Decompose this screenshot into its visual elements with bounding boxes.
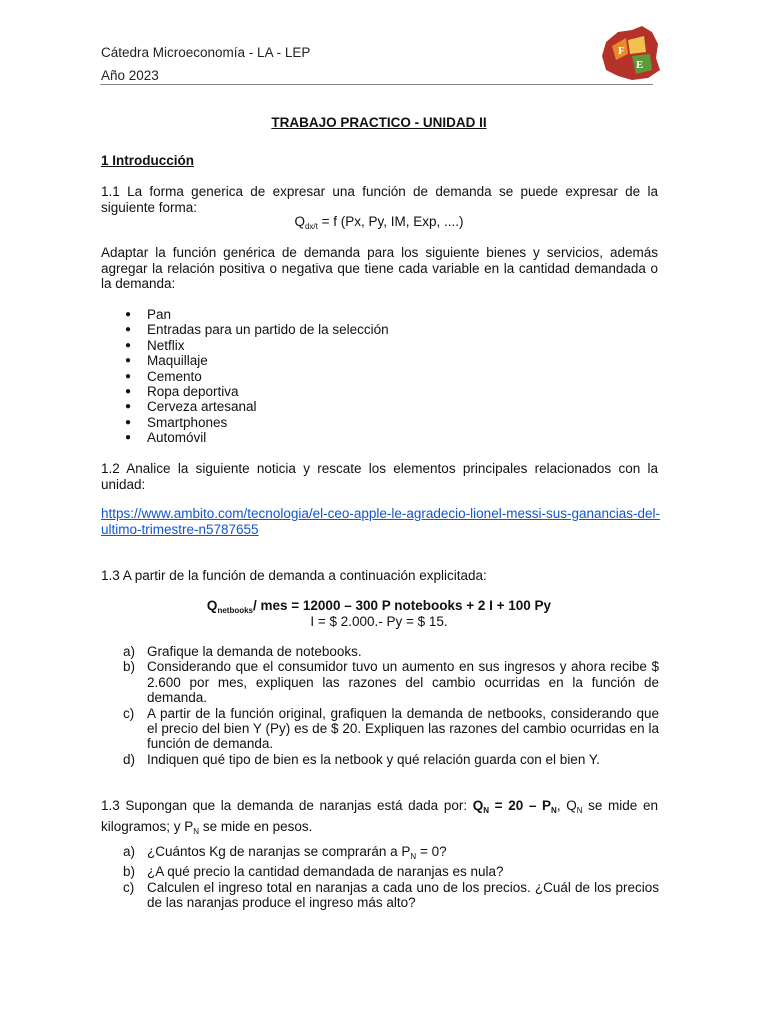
list-item-subscript: N (410, 852, 417, 861)
formula-sub: dx/t (304, 222, 318, 231)
list-item: ● Maquillaje (125, 353, 389, 368)
oranges-formula-sub: N (483, 806, 490, 815)
paragraph-1-2: 1.2 Analice la siguiente noticia y rescate los elementos principales relacionados con la unidad: (101, 461, 658, 492)
list-item (123, 706, 659, 752)
header-divider (100, 84, 653, 85)
list-item-label: b) (123, 864, 136, 880)
formula2-sub: netbooks (217, 606, 253, 615)
list-item (123, 659, 659, 705)
news-link[interactable]: https://www.ambito.com/tecnologia/el-ceo-apple-le-agradecio-lionel-messi-sus-ganancias-del-ultimo-trimestre-n5787655 (101, 506, 661, 537)
svg-text:F: F (618, 45, 625, 57)
oranges-formula (473, 798, 557, 813)
list-item-label: c) (123, 705, 135, 721)
paragraph-1-3: 1.3 A partir de la función de demanda a continuación explicitada: (101, 568, 487, 583)
header-year: Año 2023 (101, 68, 159, 83)
paragraph-1-1: 1.1 La forma generica de expresar una función de demanda se puede expresar de la siguiente forma: (101, 184, 658, 215)
list-item-text: Indiquen qué tipo de bien es la netbook y qué relación guarda con el bien Y. (147, 751, 600, 767)
demand-formula (0, 214, 758, 231)
svg-text:E: E (636, 59, 644, 71)
paragraph-oranges (101, 798, 658, 839)
list-item: ● Cemento (125, 369, 389, 384)
list-item-label: d) (123, 751, 136, 767)
list-item-text: Considerando que el consumidor tuvo un aumento en sus ingresos y ahora recibe $ 2.600 por mes, expliquen las razones del cambio ocurridas en la función de demanda. (147, 659, 659, 706)
goods-list (125, 307, 389, 446)
list-item: ● Entradas para un partido de la selección (125, 322, 389, 337)
list-item-label: a) (123, 644, 136, 659)
list-item-text: ¿A qué precio la cantidad demandada de naranjas es nula? (147, 864, 504, 880)
list-item-text: A partir de la función original, grafiquen la demanda de netbooks, considerando que el precio del bien Y (Py) es de $ 20. Expliquen las razones del cambio ocurridas en la función de demanda. (147, 705, 659, 752)
list-item: ● Pan (125, 307, 389, 322)
list-item: ● Automóvil (125, 430, 389, 445)
list-item: ● Netflix (125, 338, 389, 353)
list-item-label: b) (123, 659, 136, 675)
list-item: ● Smartphones (125, 415, 389, 430)
oranges-formula-q: Q (472, 798, 484, 813)
oranges-text-2: , Q (556, 798, 577, 813)
oranges-formula-sub2: N (551, 806, 557, 815)
list-item: ● Cerveza artesanal (125, 399, 389, 414)
list-item (123, 644, 659, 659)
formula-rest: = f (Px, Py, IM, Exp, ....) (317, 214, 464, 229)
list-item-label: c) (123, 879, 135, 895)
oranges-text-1: 1.3 Supongan que la demanda de naranjas está dada por: (101, 798, 473, 813)
oranges-sub-2: N (576, 806, 583, 815)
list-item-text-end: = 0? (416, 844, 447, 859)
paragraph-adapt: Adaptar la función genérica de demanda para los siguiente bienes y servicios, además agregar la relación positiva o negativa que tiene cada variable en la cantidad demandada o la demanda: (101, 245, 658, 292)
task-list-1-3 (123, 644, 659, 767)
formula-q: Q (294, 214, 305, 229)
list-item-text: ¿Cuántos Kg de naranjas se comprarán a P (147, 844, 411, 859)
list-item (123, 844, 659, 864)
header-course: Cátedra Microeconomía - LA - LEP (101, 45, 311, 60)
list-item-text: Grafique la demanda de notebooks. (147, 644, 362, 659)
task-list-oranges (123, 844, 659, 911)
document-title: TRABAJO PRACTICO - UNIDAD II (271, 115, 487, 130)
formula2-rest: / mes = 12000 – 300 P notebooks + 2 I + 100 Py (253, 598, 552, 613)
netbook-demand-formula (0, 598, 758, 615)
formula2-q: Q (206, 598, 218, 613)
oranges-sub-3: N (193, 826, 200, 836)
faculty-logo (598, 24, 662, 82)
section-heading: 1 Introducción (101, 153, 195, 168)
list-item (123, 864, 659, 879)
list-item (123, 752, 659, 767)
oranges-text-4: se mide en pesos. (199, 818, 313, 834)
list-item-label: a) (123, 844, 136, 859)
list-item-text: Calculen el ingreso total en naranjas a cada uno de los precios. ¿Cuál de los precios de las naranjas produce el ingreso más alto? (147, 879, 659, 911)
formula-parameters: I = $ 2.000.- Py = $ 15. (310, 614, 448, 629)
list-item (123, 880, 659, 911)
list-item: ● Ropa deportiva (125, 384, 389, 399)
oranges-formula-mid: = 20 – P (489, 798, 552, 813)
oranges-text-3: se mide en kilogramos; y P (101, 798, 658, 834)
